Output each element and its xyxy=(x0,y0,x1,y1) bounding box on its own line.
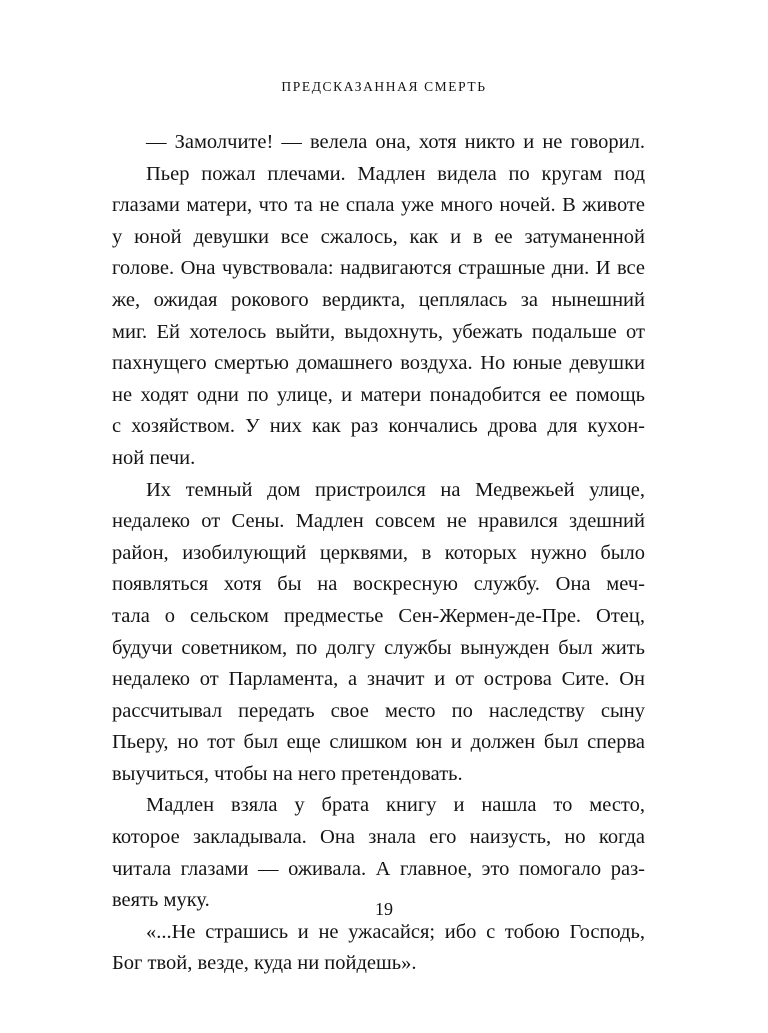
page-number: 19 xyxy=(375,899,393,919)
text-line: Пьеру, но тот был еще слишком юн и должен был сперва xyxy=(112,731,645,754)
text-line: с хозяйством. У них как раз кончались дрова для кухон- xyxy=(112,415,645,438)
text-line: глазами матери, что та не спала уже много ночей. В животе xyxy=(112,194,645,217)
text-line: веять муку. xyxy=(112,889,210,912)
text-line: район, изобилующий церквями, в которых нужно было xyxy=(112,541,645,564)
text-line: Пьер пожал плечами. Мадлен видела по кругам под xyxy=(146,162,645,185)
running-head-title: ПРЕДСКАЗАННАЯ СМЕРТЬ xyxy=(281,79,487,94)
text-line: ной печи. xyxy=(112,446,196,469)
text-line: голове. Она чувствовала: надвигаются страшные дни. И все xyxy=(112,257,645,280)
text-line: «...Не страшись и не ужасайся; ибо с тобою Господь, xyxy=(146,920,645,943)
text-line: не ходят одни по улице, и матери понадобится ее помощь xyxy=(112,383,645,406)
text-line: пахнущего смертью домашнего воздуха. Но юные девушки xyxy=(112,352,645,375)
text-line: которое закладывала. Она знала его наизусть, но когда xyxy=(112,826,645,849)
text-line: — Замолчите! — велела она, хотя никто и не говорил. xyxy=(146,131,645,153)
text-line: читала глазами — оживала. А главное, это помогало раз- xyxy=(112,857,645,880)
text-line: будучи советником, по долгу службы вынужден был жить xyxy=(112,636,645,659)
body-text xyxy=(112,127,645,980)
text-line: у юной девушки все сжалось, как и в ее затуманенной xyxy=(112,225,645,248)
text-line: тала о сельском предместье Сен-Жермен-де-Пре. Отец, xyxy=(112,604,645,627)
text-line: выучиться, чтобы на него претендовать. xyxy=(112,762,463,785)
text-line: появляться хотя бы на воскресную службу. Она меч- xyxy=(112,573,645,596)
text-line: рассчитывал передать свое место по наследству сыну xyxy=(112,699,645,722)
text-line: Их темный дом пристроился на Медвежьей улице, xyxy=(146,478,645,501)
text-line: Мадлен взяла у брата книгу и нашла то место, xyxy=(146,794,645,817)
text-line: недалеко от Сены. Мадлен совсем не нравился здешний xyxy=(112,510,645,533)
text-line: недалеко от Парламента, а значит и от острова Сите. Он xyxy=(112,668,645,691)
text-line: же, ожидая рокового вердикта, цеплялась за нынешний xyxy=(112,288,645,311)
text-line: Бог твой, везде, куда ни пойдешь». xyxy=(112,952,417,975)
text-line: миг. Ей хотелось выйти, выдохнуть, убежать подальше от xyxy=(112,320,645,343)
